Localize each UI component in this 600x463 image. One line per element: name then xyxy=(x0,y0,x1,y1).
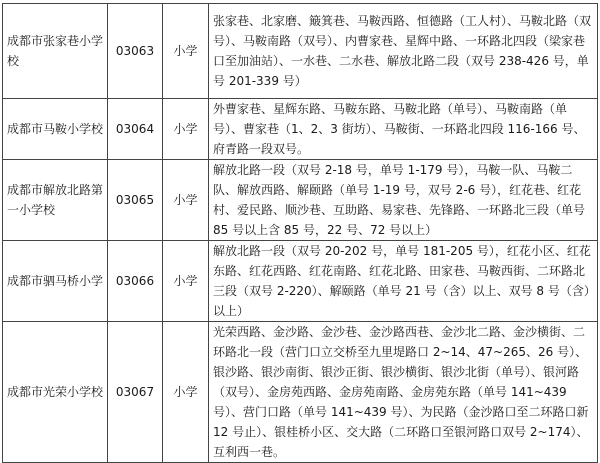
school-name-cell: 成都市光荣小学校 xyxy=(3,322,108,463)
school-name-cell: 成都市驷马桥小学 xyxy=(3,241,108,322)
school-type-cell: 小学 xyxy=(163,322,209,463)
district-area-cell: 解放北路一段（双号 20-202 号，单号 181-205 号），红花小区、红花东路、红花西路、红花南路、红花北路、田家巷、马鞍西街、二环路北三段（双号 2-220）、解颐路（单号 21 号（含）以上、双号 8 号（含）以上） xyxy=(209,241,598,322)
table-row xyxy=(3,160,598,241)
school-type-cell: 小学 xyxy=(163,99,209,160)
school-code-cell: 03066 xyxy=(108,241,163,322)
school-name-cell: 成都市张家巷小学校 xyxy=(3,4,108,99)
school-code-cell: 03064 xyxy=(108,99,163,160)
district-area-cell: 解放北路一段（双号 2-18 号，单号 1-179 号），马鞍一队、马鞍二队、解放西路、解颐路（单号 1-19 号，双号 2-6 号），红花巷、红花村、爱民路、顺沙巷、互助路、易家巷、先锋路、一环路北三段（单号 85 号以上含 85 号，22 号、72 号以上） xyxy=(209,160,598,241)
school-type-cell: 小学 xyxy=(163,241,209,322)
table-row xyxy=(3,241,598,322)
district-area-cell: 张家巷、北家磨、簸箕巷、马鞍西路、恒德路（工人村）、马鞍北路（双号）、马鞍南路（双号）、内曹家巷、星辉中路、一环路北四段（梁家巷口至加油站）、一水巷、二水巷、解放北路二段（双号 238-426 号，单号 201-339 号） xyxy=(209,4,598,99)
district-area-cell: 光荣西路、金沙路、金沙巷、金沙路西巷、金沙北二路、金沙横街、二环路北一段（营门口立交桥至九里堤路口 2~14、47~265、26 号）、银沙路、银沙南街、银沙正街、银沙横街、银沙北街（单号）、银河路（双号）、金房苑西路、金房苑南路、金房苑东路（单号 141~439 号）、营门口路（单号 141~439 号）、为民路（金沙路口至二环路口新 12 号止）、银桂桥小区、交大路（二环路口至银河路口双号 2~174）、互利西一巷。 xyxy=(209,322,598,463)
school-type-cell: 小学 xyxy=(163,4,209,99)
district-area-cell: 外曹家巷、星辉东路、马鞍东路、马鞍北路（单号）、马鞍南路（单号）、曹家巷（1、2、3 街坊）、马鞍街、一环路北四段 116-166 号、府青路一段双号。 xyxy=(209,99,598,160)
school-district-table xyxy=(2,3,598,463)
school-code-cell: 03065 xyxy=(108,160,163,241)
table-row xyxy=(3,99,598,160)
school-name-cell: 成都市马鞍小学校 xyxy=(3,99,108,160)
school-name-cell: 成都市解放北路第一小学校 xyxy=(3,160,108,241)
school-code-cell: 03067 xyxy=(108,322,163,463)
table-row xyxy=(3,4,598,99)
school-code-cell: 03063 xyxy=(108,4,163,99)
table-row xyxy=(3,322,598,463)
school-type-cell: 小学 xyxy=(163,160,209,241)
